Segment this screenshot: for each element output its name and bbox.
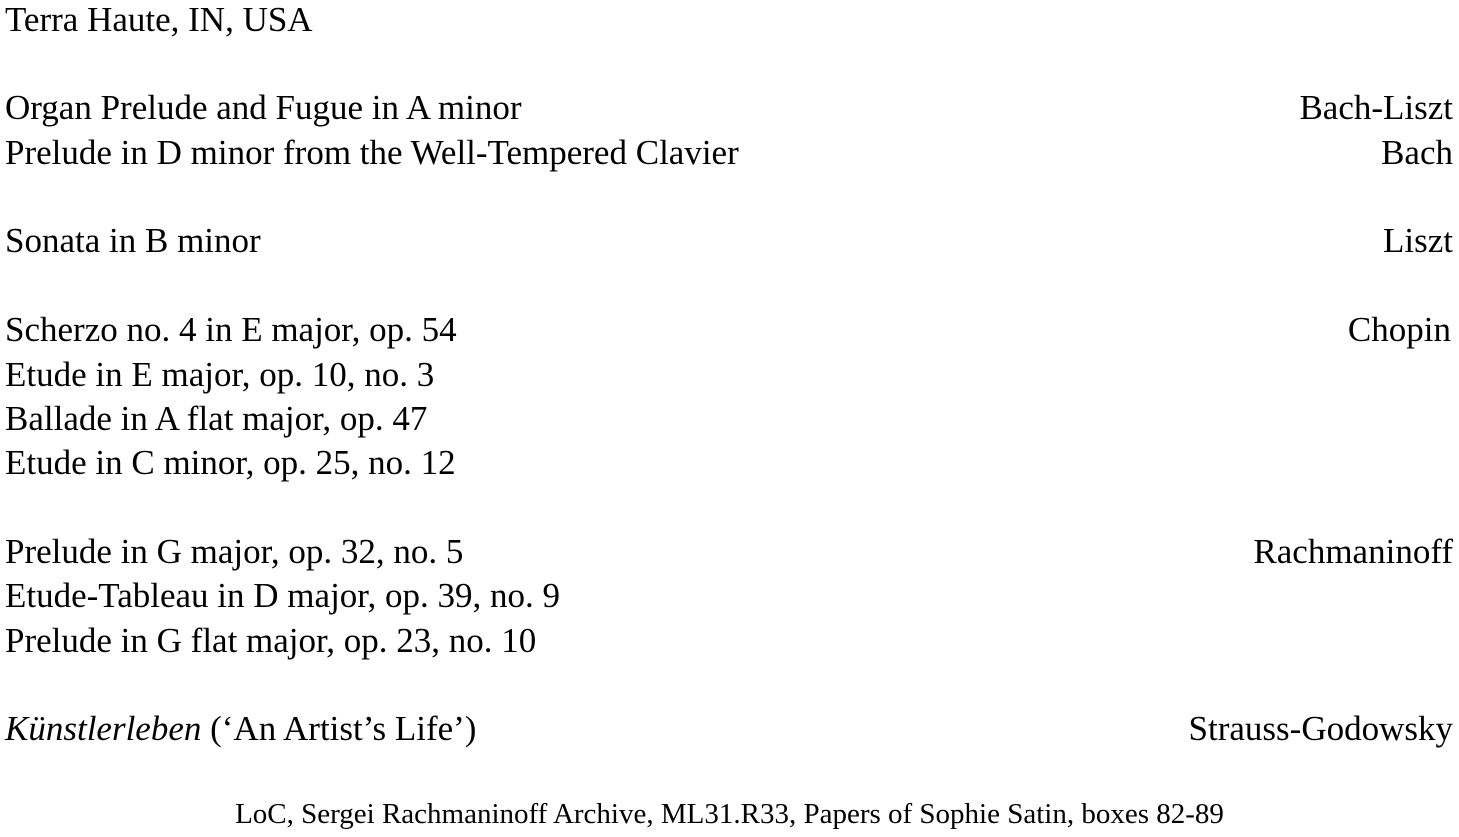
composer-name: Bach-Liszt (1299, 88, 1453, 127)
program-item-4 (5, 353, 1453, 397)
program-item-1 (5, 131, 1453, 175)
piece-title (5, 707, 476, 751)
piece-title-subtitle: (‘An Artist’s Life’) (201, 709, 477, 748)
composer-name: Liszt (1383, 221, 1453, 260)
composer-name: Rachmaninoff (1253, 532, 1453, 571)
source-citation: LoC, Sergei Rachmaninoff Archive, ML31.R33, Papers of Sophie Satin, boxes 82-89 (235, 798, 1224, 830)
composer-name: Strauss-Godowsky (1188, 709, 1453, 748)
piece-title: Etude in E major, op. 10, no. 3 (5, 355, 435, 394)
program-item-3 (5, 308, 1453, 352)
program-item-10 (5, 707, 1453, 751)
composer-name: Bach (1381, 133, 1453, 172)
program-item-6 (5, 441, 1453, 485)
piece-title: Prelude in D minor from the Well-Tempered Clavier (5, 133, 739, 172)
program-item-5 (5, 397, 1453, 441)
piece-title: Prelude in G flat major, op. 23, no. 10 (5, 621, 537, 660)
composer-name: Chopin (1347, 310, 1451, 349)
program-item-7 (5, 530, 1453, 574)
concert-location: Terra Haute, IN, USA (5, 0, 313, 39)
piece-title: Prelude in G major, op. 32, no. 5 (5, 532, 464, 571)
program-item-2 (5, 219, 1453, 263)
piece-title-italic: Künstlerleben (5, 709, 202, 748)
program-item-8 (5, 574, 1453, 618)
program-item-9 (5, 619, 1453, 663)
piece-title: Sonata in B minor (5, 221, 261, 260)
piece-title: Scherzo no. 4 in E major, op. 54 (5, 310, 457, 349)
piece-title: Etude in C minor, op. 25, no. 12 (5, 443, 456, 482)
piece-title: Ballade in A flat major, op. 47 (5, 399, 428, 438)
program-item-0 (5, 86, 1453, 130)
piece-title: Organ Prelude and Fugue in A minor (5, 88, 522, 127)
piece-title: Etude-Tableau in D major, op. 39, no. 9 (5, 576, 561, 615)
